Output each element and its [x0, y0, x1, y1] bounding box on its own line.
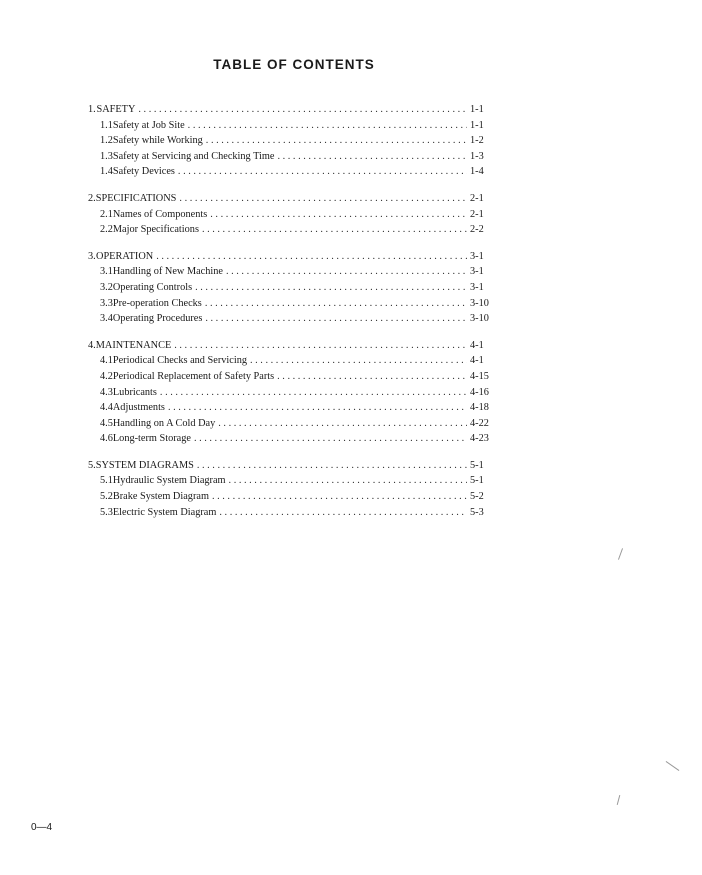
entry-page: 4-23 [470, 433, 489, 445]
toc-subsection-entry[interactable] [88, 473, 498, 489]
scan-speck [666, 761, 680, 771]
entry-number: 3.3 [100, 297, 113, 309]
entry-number: 4.3 [100, 386, 113, 398]
toc-chapter-entry[interactable] [88, 338, 498, 354]
footer-page-number: 0—4 [31, 822, 53, 833]
toc-subsection-entry[interactable] [88, 118, 498, 134]
entry-label: Safety at Servicing and Checking Time [112, 150, 275, 162]
entry-page: 2-1 [470, 208, 484, 220]
entry-page: 3-10 [470, 297, 489, 309]
entry-number: 3.2 [100, 281, 113, 293]
toc-subsection-entry[interactable] [88, 164, 498, 180]
entry-page: 3-1 [470, 266, 484, 278]
entry-label: Safety at Job Site [112, 119, 185, 131]
dot-leader [188, 118, 467, 134]
table-of-contents [88, 102, 498, 531]
dot-leader [212, 489, 467, 505]
toc-subsection-entry[interactable] [88, 505, 498, 521]
entry-label: Electric System Diagram [112, 506, 217, 518]
toc-section [88, 249, 498, 327]
entry-number: 4.1 [100, 355, 113, 367]
toc-subsection-entry[interactable] [88, 264, 498, 280]
entry-page: 4-16 [470, 386, 489, 398]
entry-number: 4.5 [100, 417, 113, 429]
entry-page: 1-4 [470, 166, 484, 178]
entry-number: 4. [88, 339, 96, 351]
toc-section [88, 458, 498, 520]
dot-leader [205, 311, 467, 327]
toc-subsection-entry[interactable] [88, 207, 498, 223]
dot-leader [205, 296, 467, 312]
toc-subsection-entry[interactable] [88, 149, 498, 165]
entry-page: 5-3 [470, 506, 484, 518]
entry-number: 2.2 [100, 224, 113, 236]
entry-label: Handling on A Cold Day [112, 417, 216, 429]
dot-leader [219, 505, 467, 521]
page-title [0, 57, 702, 72]
entry-number: 1.2 [100, 135, 113, 147]
entry-label: Long-term Storage [112, 433, 191, 445]
entry-page: 4-15 [470, 370, 489, 382]
dot-leader [277, 369, 467, 385]
entry-number: 5.2 [100, 491, 113, 503]
toc-subsection-entry[interactable] [88, 296, 498, 312]
entry-number: 5.1 [100, 475, 113, 487]
dot-leader [218, 416, 467, 432]
entry-label: Pre-operation Checks [112, 297, 202, 309]
toc-subsection-entry[interactable] [88, 369, 498, 385]
dot-leader [160, 385, 467, 401]
dot-leader [195, 280, 467, 296]
toc-section [88, 102, 498, 180]
toc-subsection-entry[interactable] [88, 416, 498, 432]
entry-page: 1-3 [470, 150, 484, 162]
dot-leader [250, 353, 467, 369]
dot-leader [197, 458, 467, 474]
entry-page: 3-10 [470, 313, 489, 325]
entry-number: 5.3 [100, 506, 113, 518]
toc-chapter-entry[interactable] [88, 102, 498, 118]
entry-page: 4-22 [470, 417, 489, 429]
toc-subsection-entry[interactable] [88, 222, 498, 238]
toc-subsection-entry[interactable] [88, 133, 498, 149]
toc-subsection-entry[interactable] [88, 385, 498, 401]
entry-number: 1.4 [100, 166, 113, 178]
dot-leader [206, 133, 467, 149]
entry-page: 4-18 [470, 402, 489, 414]
dot-leader [229, 473, 467, 489]
entry-page: 2-2 [470, 224, 484, 236]
entry-page: 5-1 [470, 475, 484, 487]
entry-page: 1-1 [470, 119, 484, 131]
entry-number: 2.1 [100, 208, 113, 220]
entry-number: 4.4 [100, 402, 113, 414]
dot-leader [138, 102, 467, 118]
entry-label: Major Specifications [112, 224, 199, 236]
dot-leader [168, 400, 467, 416]
entry-page: 1-1 [470, 104, 484, 115]
dot-leader [277, 149, 467, 165]
dot-leader [156, 249, 467, 265]
entry-label: Operating Controls [112, 281, 193, 293]
toc-chapter-entry[interactable] [88, 249, 498, 265]
entry-label: SPECIFICATIONS [95, 192, 177, 204]
entry-label: SYSTEM DIAGRAMS [95, 459, 194, 471]
entry-number: 1.3 [100, 150, 113, 162]
entry-number: 1.1 [100, 119, 113, 131]
toc-subsection-entry[interactable] [88, 311, 498, 327]
entry-number: 5. [88, 459, 96, 471]
entry-page: 5-1 [470, 459, 484, 471]
toc-chapter-entry[interactable] [88, 458, 498, 474]
scan-speck [617, 795, 621, 805]
toc-subsection-entry[interactable] [88, 489, 498, 505]
entry-label: Brake System Diagram [112, 491, 209, 503]
scan-speck [618, 548, 623, 560]
entry-label: Operating Procedures [112, 313, 203, 325]
entry-label: Periodical Checks and Servicing [112, 355, 247, 367]
entry-page: 2-1 [470, 192, 484, 204]
entry-number: 2. [88, 192, 96, 204]
dot-leader [174, 338, 467, 354]
dot-leader [194, 431, 467, 447]
toc-subsection-entry[interactable] [88, 400, 498, 416]
dot-leader [178, 164, 467, 180]
dot-leader [179, 191, 467, 207]
toc-subsection-entry[interactable] [88, 431, 498, 447]
entry-number: 4.2 [100, 370, 113, 382]
entry-page: 4-1 [470, 339, 484, 351]
entry-page: 4-1 [470, 355, 484, 367]
entry-number: 3.1 [100, 266, 113, 278]
entry-page: 3-1 [470, 281, 484, 293]
entry-label: Safety while Working [112, 135, 203, 147]
entry-label: Handling of New Machine [112, 266, 223, 278]
toc-section [88, 338, 498, 447]
dot-leader [226, 264, 467, 280]
entry-label: SAFETY [96, 104, 136, 115]
entry-page: 1-2 [470, 135, 484, 147]
entry-label: OPERATION [96, 250, 154, 262]
entry-number: 4.6 [100, 433, 113, 445]
toc-subsection-entry[interactable] [88, 353, 498, 369]
entry-page: 3-1 [470, 250, 484, 262]
entry-label: Safety Devices [112, 166, 175, 178]
entry-label: Hydraulic System Diagram [112, 475, 226, 487]
dot-leader [202, 222, 467, 238]
entry-label: Lubricants [112, 386, 157, 398]
entry-label: MAINTENANCE [95, 339, 172, 351]
toc-subsection-entry[interactable] [88, 280, 498, 296]
toc-section [88, 191, 498, 238]
page-title-text: TABLE OF CONTENTS [213, 57, 375, 72]
dot-leader [210, 207, 467, 223]
entry-label: Adjustments [112, 402, 165, 414]
entry-number: 3.4 [100, 313, 113, 325]
entry-number: 1. [88, 104, 96, 115]
entry-number: 3. [88, 250, 96, 262]
entry-label: Names of Components [112, 208, 208, 220]
toc-chapter-entry[interactable] [88, 191, 498, 207]
entry-page: 5-2 [470, 491, 484, 503]
entry-label: Periodical Replacement of Safety Parts [112, 370, 275, 382]
